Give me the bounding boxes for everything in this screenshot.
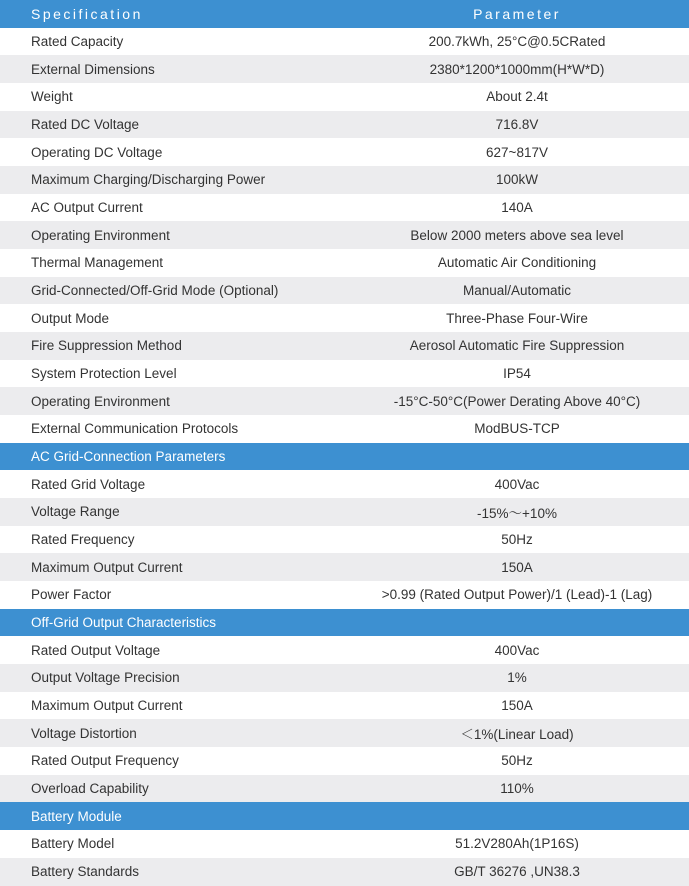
table-row (0, 498, 689, 526)
value-cell: ＜1%(Linear Load) (460, 727, 574, 743)
spec-cell: Maximum Output Current (31, 698, 183, 714)
spec-cell: Output Voltage Precision (31, 670, 180, 686)
section-header (0, 609, 689, 637)
value-cell: 627~817V (486, 144, 548, 160)
table-row (0, 526, 689, 554)
value-cell: 51.2V280Ah(1P16S) (455, 836, 579, 852)
spec-cell: Rated Output Voltage (31, 642, 161, 658)
spec-cell: Thermal Management (31, 255, 164, 271)
value-cell: 50Hz (501, 753, 533, 769)
table-row (0, 692, 689, 720)
spec-cell: Rated Capacity (31, 34, 124, 49)
value-cell: IP54 (503, 366, 531, 382)
value-cell: 110% (500, 781, 534, 797)
table-row (0, 304, 689, 332)
table-row (0, 194, 689, 222)
value-cell: 2380*1200*1000mm(H*W*D) (429, 61, 605, 77)
value-cell: 1% (507, 670, 527, 686)
table-row (0, 138, 689, 166)
param-column-header: Parameter (473, 5, 561, 22)
spec-cell: Rated Grid Voltage (31, 476, 146, 492)
spec-cell: Rated Frequency (31, 532, 135, 548)
spec-cell: Weight (31, 89, 73, 105)
table-row (0, 415, 689, 443)
value-cell: Three-Phase Four-Wire (446, 310, 588, 326)
spec-cell: Rated DC Voltage (31, 117, 140, 133)
table-row (0, 249, 689, 277)
table-row (0, 111, 689, 139)
table-row (0, 553, 689, 581)
section-title: Off-Grid Output Characteristics (31, 615, 217, 631)
table-header (0, 0, 689, 28)
table-row (0, 664, 689, 692)
section-header (0, 802, 689, 830)
value-cell: ModBUS-TCP (474, 421, 560, 437)
spec-cell: Grid-Connected/Off-Grid Mode (Optional) (31, 283, 279, 299)
table-row (0, 221, 689, 249)
table-row (0, 775, 689, 803)
spec-cell: Operating Environment (31, 393, 170, 409)
table-row (0, 360, 689, 388)
spec-cell: Operating Environment (31, 227, 170, 243)
table-row (0, 332, 689, 360)
value-cell: Aerosol Automatic Fire Suppression (409, 338, 625, 354)
spec-cell: External Communication Protocols (31, 421, 239, 437)
table-row (0, 470, 689, 498)
value-cell: 100kW (495, 172, 539, 188)
spec-cell: Battery Standards (31, 864, 140, 880)
value-cell: Manual/Automatic (462, 283, 572, 299)
table-row (0, 277, 689, 305)
spec-cell: Voltage Distortion (31, 725, 137, 741)
table-row (0, 83, 689, 111)
table-row (0, 55, 689, 83)
value-cell: Automatic Air Conditioning (437, 255, 597, 271)
value-cell: -15°C-50°C(Power Derating Above 40°C) (393, 393, 641, 409)
value-cell: 50Hz (501, 532, 533, 548)
table-row (0, 719, 689, 747)
value-cell: 400Vac (494, 642, 540, 658)
value-cell: 200.7kWh, 25°C@0.5CRated (428, 34, 606, 49)
value-cell: -15%～+10% (477, 505, 557, 521)
table-row (0, 747, 689, 775)
table-row (0, 166, 689, 194)
section-title: AC Grid-Connection Parameters (31, 449, 226, 465)
value-cell: 400Vac (494, 476, 540, 492)
table-row (0, 581, 689, 609)
spec-cell: Voltage Range (31, 504, 120, 520)
spec-cell: Rated Output Frequency (31, 753, 179, 769)
section-header (0, 443, 689, 471)
spec-cell: AC Output Current (31, 200, 143, 216)
section-title: Battery Module (31, 808, 122, 824)
spec-cell: Battery Model (31, 836, 115, 852)
spec-cell: Output Mode (31, 310, 110, 326)
value-cell: >0.99 (Rated Output Power)/1 (Lead)-1 (Lag) (381, 587, 653, 603)
table-row (0, 387, 689, 415)
value-cell: 150A (501, 559, 533, 575)
spec-cell: Maximum Output Current (31, 559, 183, 575)
table-row (0, 28, 689, 56)
spec-cell: Fire Suppression Method (31, 338, 182, 354)
value-cell: 716.8V (495, 117, 539, 133)
value-cell: 140A (501, 200, 533, 216)
value-cell: 150A (501, 698, 533, 714)
value-cell: About 2.4t (486, 89, 548, 105)
spec-cell: External Dimensions (31, 61, 155, 77)
value-cell: Below 2000 meters above sea level (410, 227, 624, 243)
table-row (0, 636, 689, 664)
table-row (0, 858, 689, 886)
value-cell: GB/T 36276 ,UN38.3 (454, 864, 580, 880)
spec-column-header: Specification (31, 5, 143, 22)
spec-cell: System Protection Level (31, 366, 177, 382)
spec-cell: Power Factor (31, 587, 112, 603)
spec-cell: Maximum Charging/Discharging Power (31, 172, 266, 188)
table-row (0, 830, 689, 858)
spec-cell: Overload Capability (31, 781, 149, 797)
spec-cell: Operating DC Voltage (31, 144, 163, 160)
